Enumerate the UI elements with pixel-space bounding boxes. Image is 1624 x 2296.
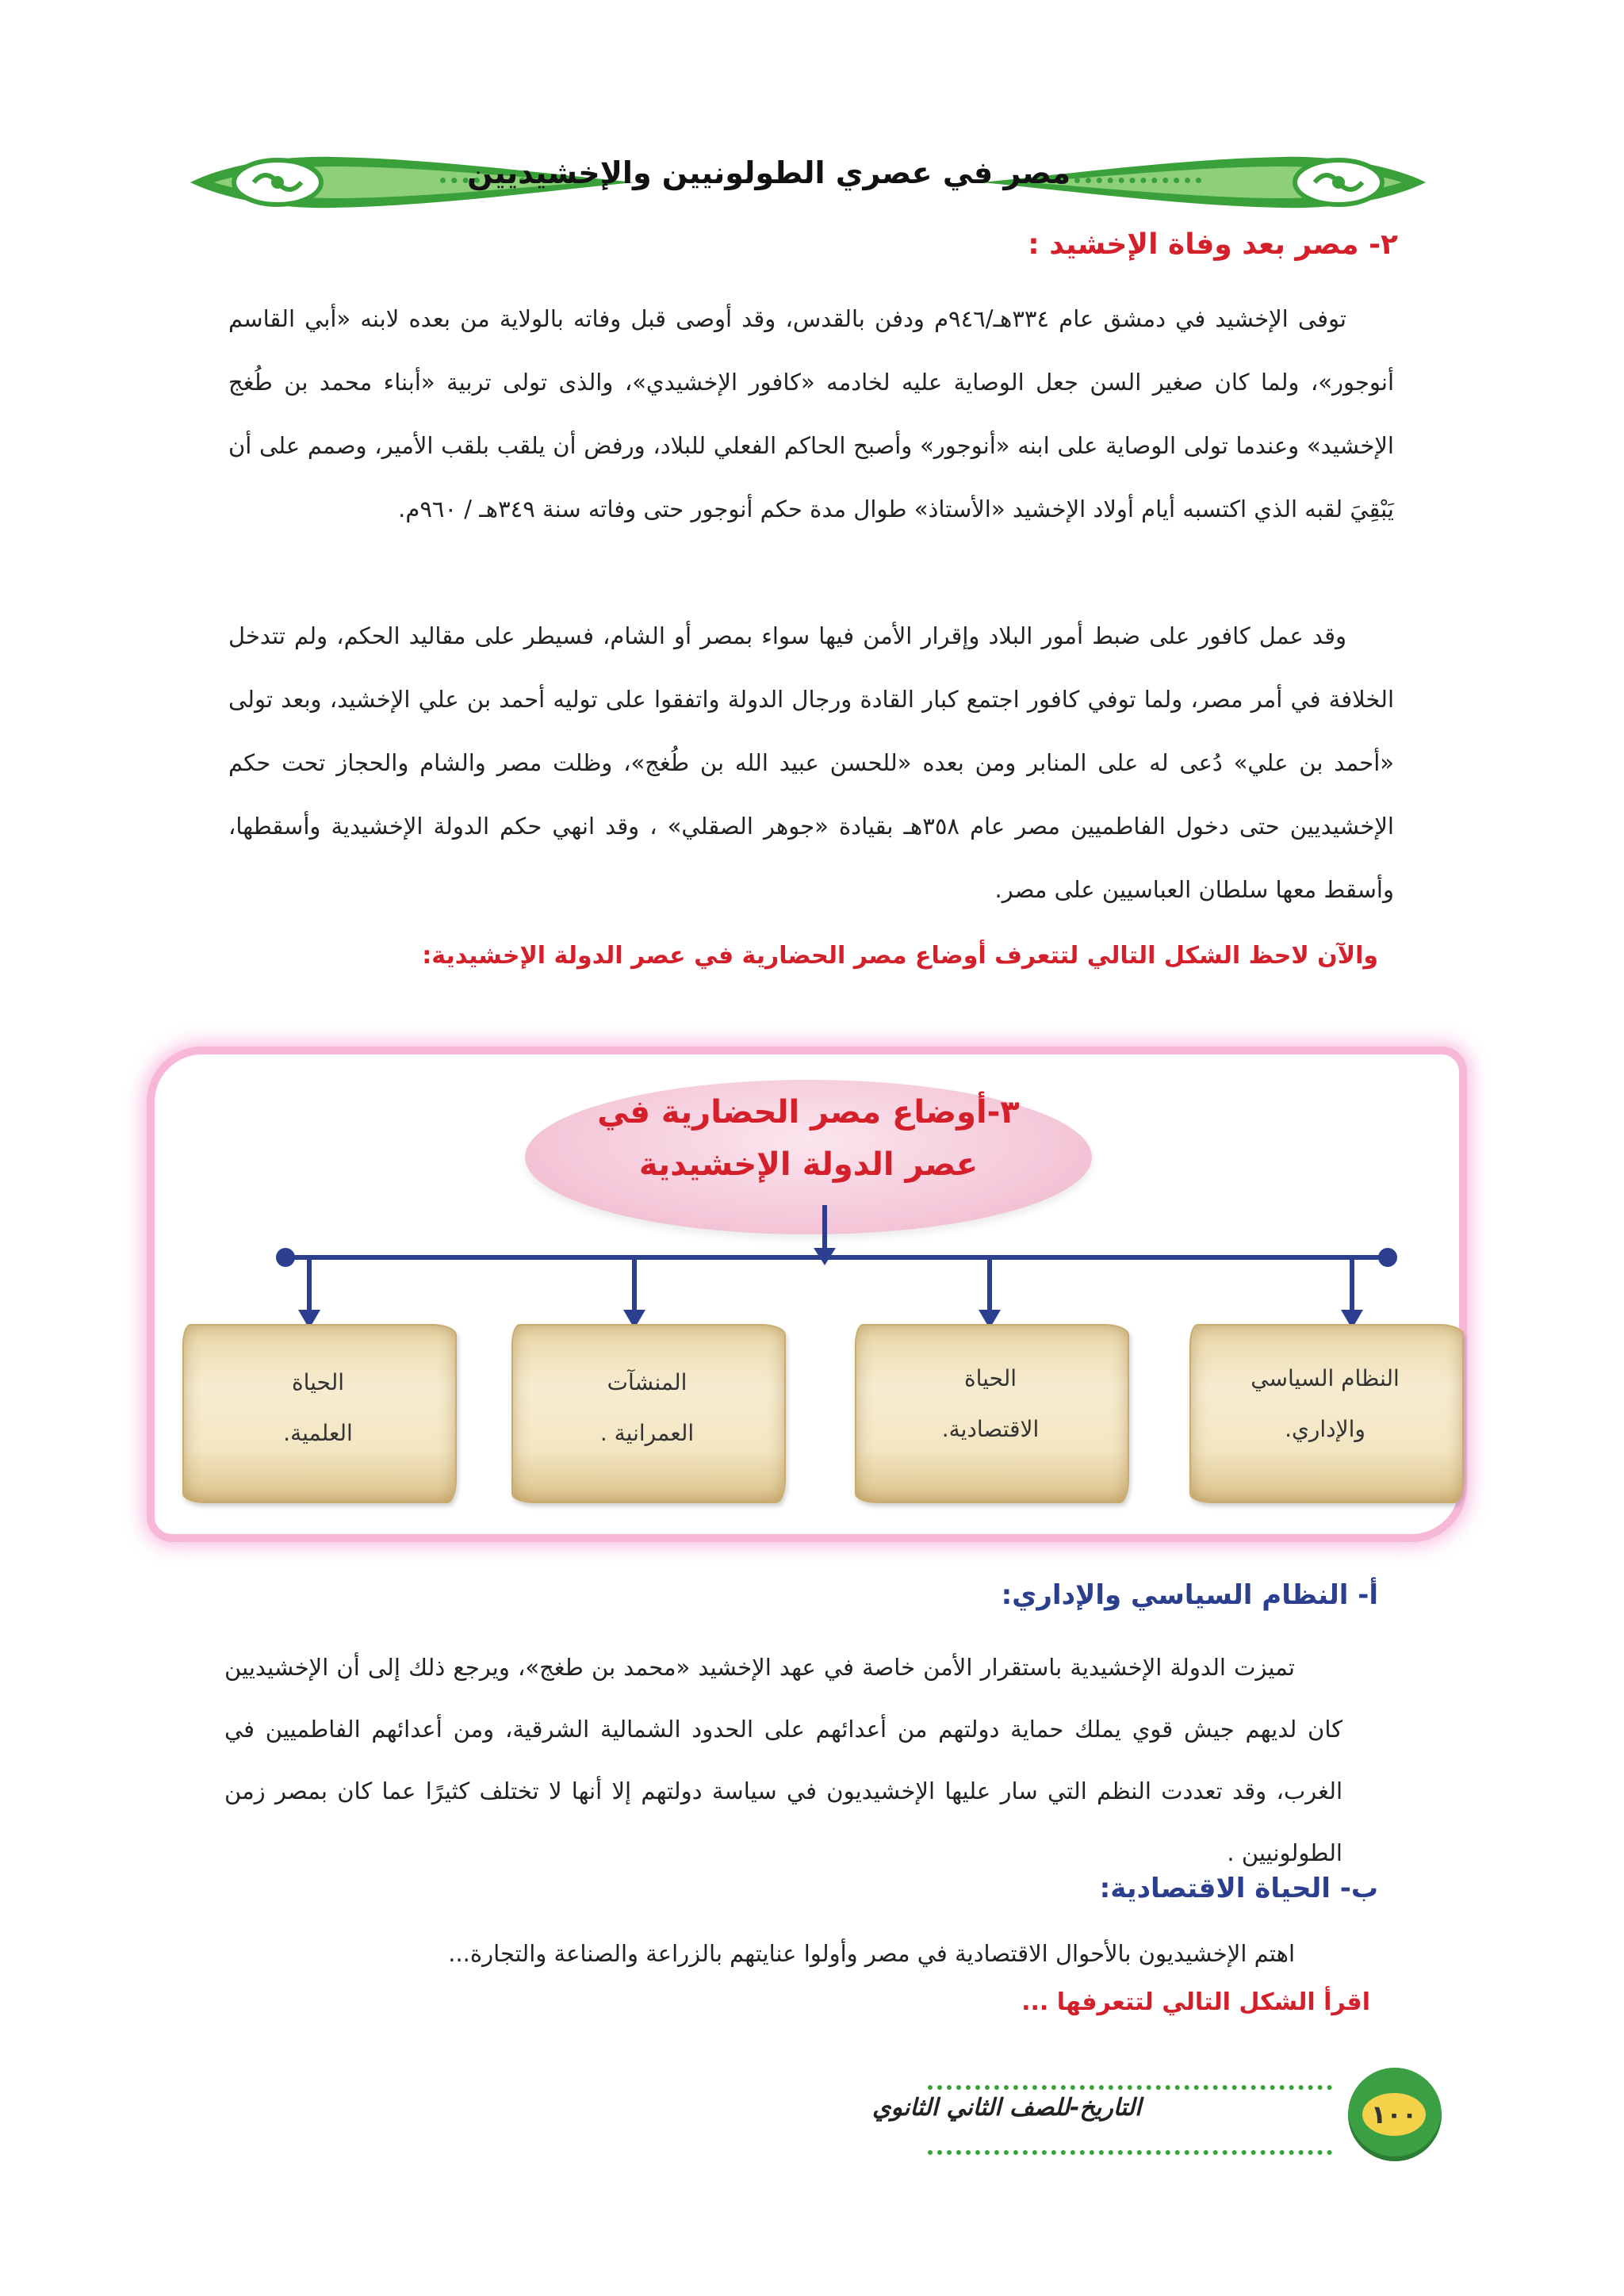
paragraph-economic [224,1923,1342,1984]
diagram-intro-instruction: والآن لاحظ الشكل التالي لتتعرف أوضاع مصر الحضارية في عصر الدولة الإخشيدية: [422,942,1378,970]
paragraph-ikhshid-death [228,287,1394,541]
diagram-connector-lines [262,1197,1411,1340]
paragraph-text: وقد عمل كافور على ضبط أمور البلاد وإقرار الأمن فيها سواء بمصر أو الشام، فسيطر على مقاليد الحكم، ولم تتدخل الخلافة في أمر مصر، ولما توفي كافور اجتمع كبار القادة ورجال الدولة واتفقوا على توليه أحمد بن علي الإخشيد، وبعد تولى «أحمد بن علي» دُعى له على المنابر ومن بعده «للحسن عبيد الله بن طُغج»، وظلت مصر والشام والحجاز تحت حكم الإخشيديين حتى دخول الفاطميين مصر عام ٣٥٨هـ بقيادة «جوهر الصقلي» ، وقد انهي حكم الدولة الإخشيدية وأسقطها، وأسقط معها سلطان العباسيين على مصر. [228,622,1394,903]
paragraph-kafur-rule [228,604,1394,921]
running-header-title: مصر في عصري الطولونيين والإخشيديين [467,155,1071,190]
page-number: ١٠٠ [1362,2093,1426,2136]
box-economic-life [855,1353,1126,1455]
footer-dots-bottom [928,2150,1332,2155]
paragraph-text: تميزت الدولة الإخشيدية باستقرار الأمن خاصة في عهد الإخشيد «محمد بن طغج»، ويرجع ذلك إلى أن الإخشيديين كان لديهم جيش قوي يملك حماية دولتهم من أعدائهم على الحدود الشمالية الشرقية، ومن أعدائهم الفاطميين في الغرب، وقد تعددت النظم التي سار عليها الإخشيديون في سياسة دولتهم إلا أنها لا تختلف كثيرًا عما كان بمصر زمن الطولونيين . [224,1654,1342,1866]
paragraph-text: اهتم الإخشيديون بالأحوال الاقتصادية في مصر وأولوا عنايتهم بالزراعة والصناعة والتجارة... [448,1940,1295,1967]
box-line2: العلمية. [283,1420,353,1446]
box-line1: الحياة [291,1369,345,1395]
paragraph-text: توفى الإخشيد في دمشق عام ٣٣٤هـ/٩٤٦م ودفن بالقدس، وقد أوصى قبل وفاته بالولاية من بعده لابنه «أبي القاسم أنوجور»، ولما كان صغير السن جعل الوصاية عليه لخادمه «كافور الإخشيدي»، والذى تولى تربية «أبناء محمد بن طُغج الإخشيد» وعندما تولى الوصاية على ابنه «أنوجور» وأصبح الحاكم الفعلي للبلاد، ورفض أن يلقب بلقب الأمير، وصمم على أن يَبْقِيَ لقبه الذي اكتسبه أيام أولاد الإخشيد «الأستاذ» طوال مدة حكم أنوجور حتى وفاته سنة ٣٤٩هـ / ٩٦٠م. [228,305,1394,522]
diagram-title-line1: ٣-أوضاع مصر الحضارية في [597,1094,1020,1131]
box-scientific-life [182,1357,454,1459]
header-dots-right [1074,178,1201,183]
footer-book-title: التاريخ-للصف الثاني الثانوي [872,2094,1142,2122]
section-heading-political-admin: أ- النظام السياسي والإداري: [1001,1579,1378,1611]
read-figure-prompt: اقرأ الشكل التالي لتتعرفها ... [1021,1988,1370,2016]
box-line2: والإداري. [1285,1416,1365,1442]
section-heading-economic: ب- الحياة الاقتصادية: [1099,1873,1378,1904]
box-line1: النظام السياسي [1251,1365,1400,1391]
box-line2: الاقتصادية. [941,1416,1040,1442]
box-political-admin [1189,1353,1461,1455]
paragraph-political-admin [224,1636,1342,1884]
diagram-title [525,1086,1092,1191]
box-line1: المنشآت [607,1369,688,1395]
box-urban-buildings [511,1357,783,1459]
diagram-title-line2: عصر الدولة الإخشيدية [638,1146,979,1183]
section-heading-after-ikhshid: ٢- مصر بعد وفاة الإخشيد : [1028,228,1398,261]
footer-dots-top [928,2085,1332,2090]
box-line1: الحياة [963,1365,1017,1391]
box-line2: العمرانية . [599,1420,695,1446]
